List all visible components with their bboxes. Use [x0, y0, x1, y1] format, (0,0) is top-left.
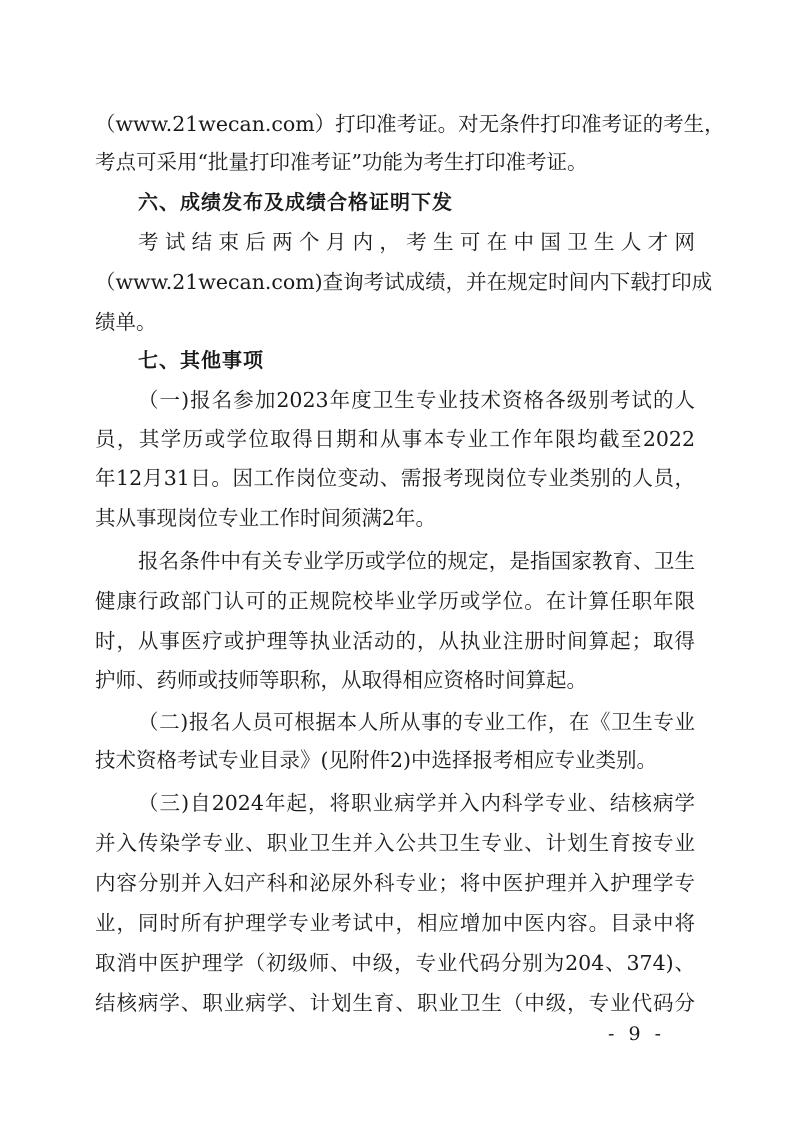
page-number: - 9 -: [608, 1023, 666, 1045]
item-three-line-5: 取消中医护理学（初级师、中级，专业代码分别为204、374)、: [95, 951, 695, 975]
item-one-line-2: 员，其学历或学位取得日期和从事本专业工作年限均截至2022: [95, 427, 695, 451]
section-six-heading: 六、成绩发布及成绩合格证明下发: [138, 190, 453, 214]
section-six-line-3: 绩单。: [95, 310, 157, 334]
item-three-line-2: 并入传染学专业、职业卫生并入公共卫生专业、计划生育按专业: [95, 831, 695, 855]
conditions-line-4: 护师、药师或技师等职称，从取得相应资格时间算起。: [95, 668, 587, 692]
item-two-line-1: （二)报名人员可根据本人所从事的专业工作，在《卫生专业: [138, 710, 695, 734]
section-seven-heading: 七、其他事项: [138, 348, 264, 372]
conditions-line-3: 时，从事医疗或护理等执业活动的，从执业注册时间算起；取得: [95, 629, 695, 653]
item-three-line-4: 业，同时所有护理学专业考试中，相应增加中医内容。目录中将: [95, 911, 695, 935]
section-six-line-2: （www.21wecan.com)查询考试成绩，并在规定时间内下载打印成: [95, 270, 713, 294]
paragraph-print-line-2: 考点可采用“批量打印准考证”功能为考生打印准考证。: [95, 150, 588, 174]
conditions-line-2: 健康行政部门认可的正规院校毕业学历或学位。在计算任职年限: [95, 589, 695, 613]
item-one-line-1: （一)报名参加2023年度卫生专业技术资格各级别考试的人: [138, 388, 695, 412]
item-three-line-3: 内容分别并入妇产科和泌尿外科专业；将中医护理并入护理学专: [95, 871, 695, 895]
paragraph-print-line-1: （www.21wecan.com）打印准考证。对无条件打印准考证的考生，: [95, 112, 725, 136]
item-three-line-6: 结核病学、职业病学、计划生育、职业卫生（中级，专业代码分: [95, 991, 695, 1015]
conditions-line-1: 报名条件中有关专业学历或学位的规定，是指国家教育、卫生: [138, 549, 695, 573]
item-three-line-1: （三)自2024年起，将职业病学并入内科学专业、结核病学: [138, 791, 695, 815]
section-six-line-1: 考试结束后两个月内，考生可在中国卫生人才网: [138, 230, 695, 254]
item-two-line-2: 技术资格考试专业目录》(见附件2)中选择报考相应专业类别。: [95, 748, 658, 772]
item-one-line-3: 年12月31日。因工作岗位变动、需报考现岗位专业类别的人员，: [95, 466, 695, 490]
item-one-line-4: 其从事现岗位专业工作时间须满2年。: [95, 506, 437, 530]
